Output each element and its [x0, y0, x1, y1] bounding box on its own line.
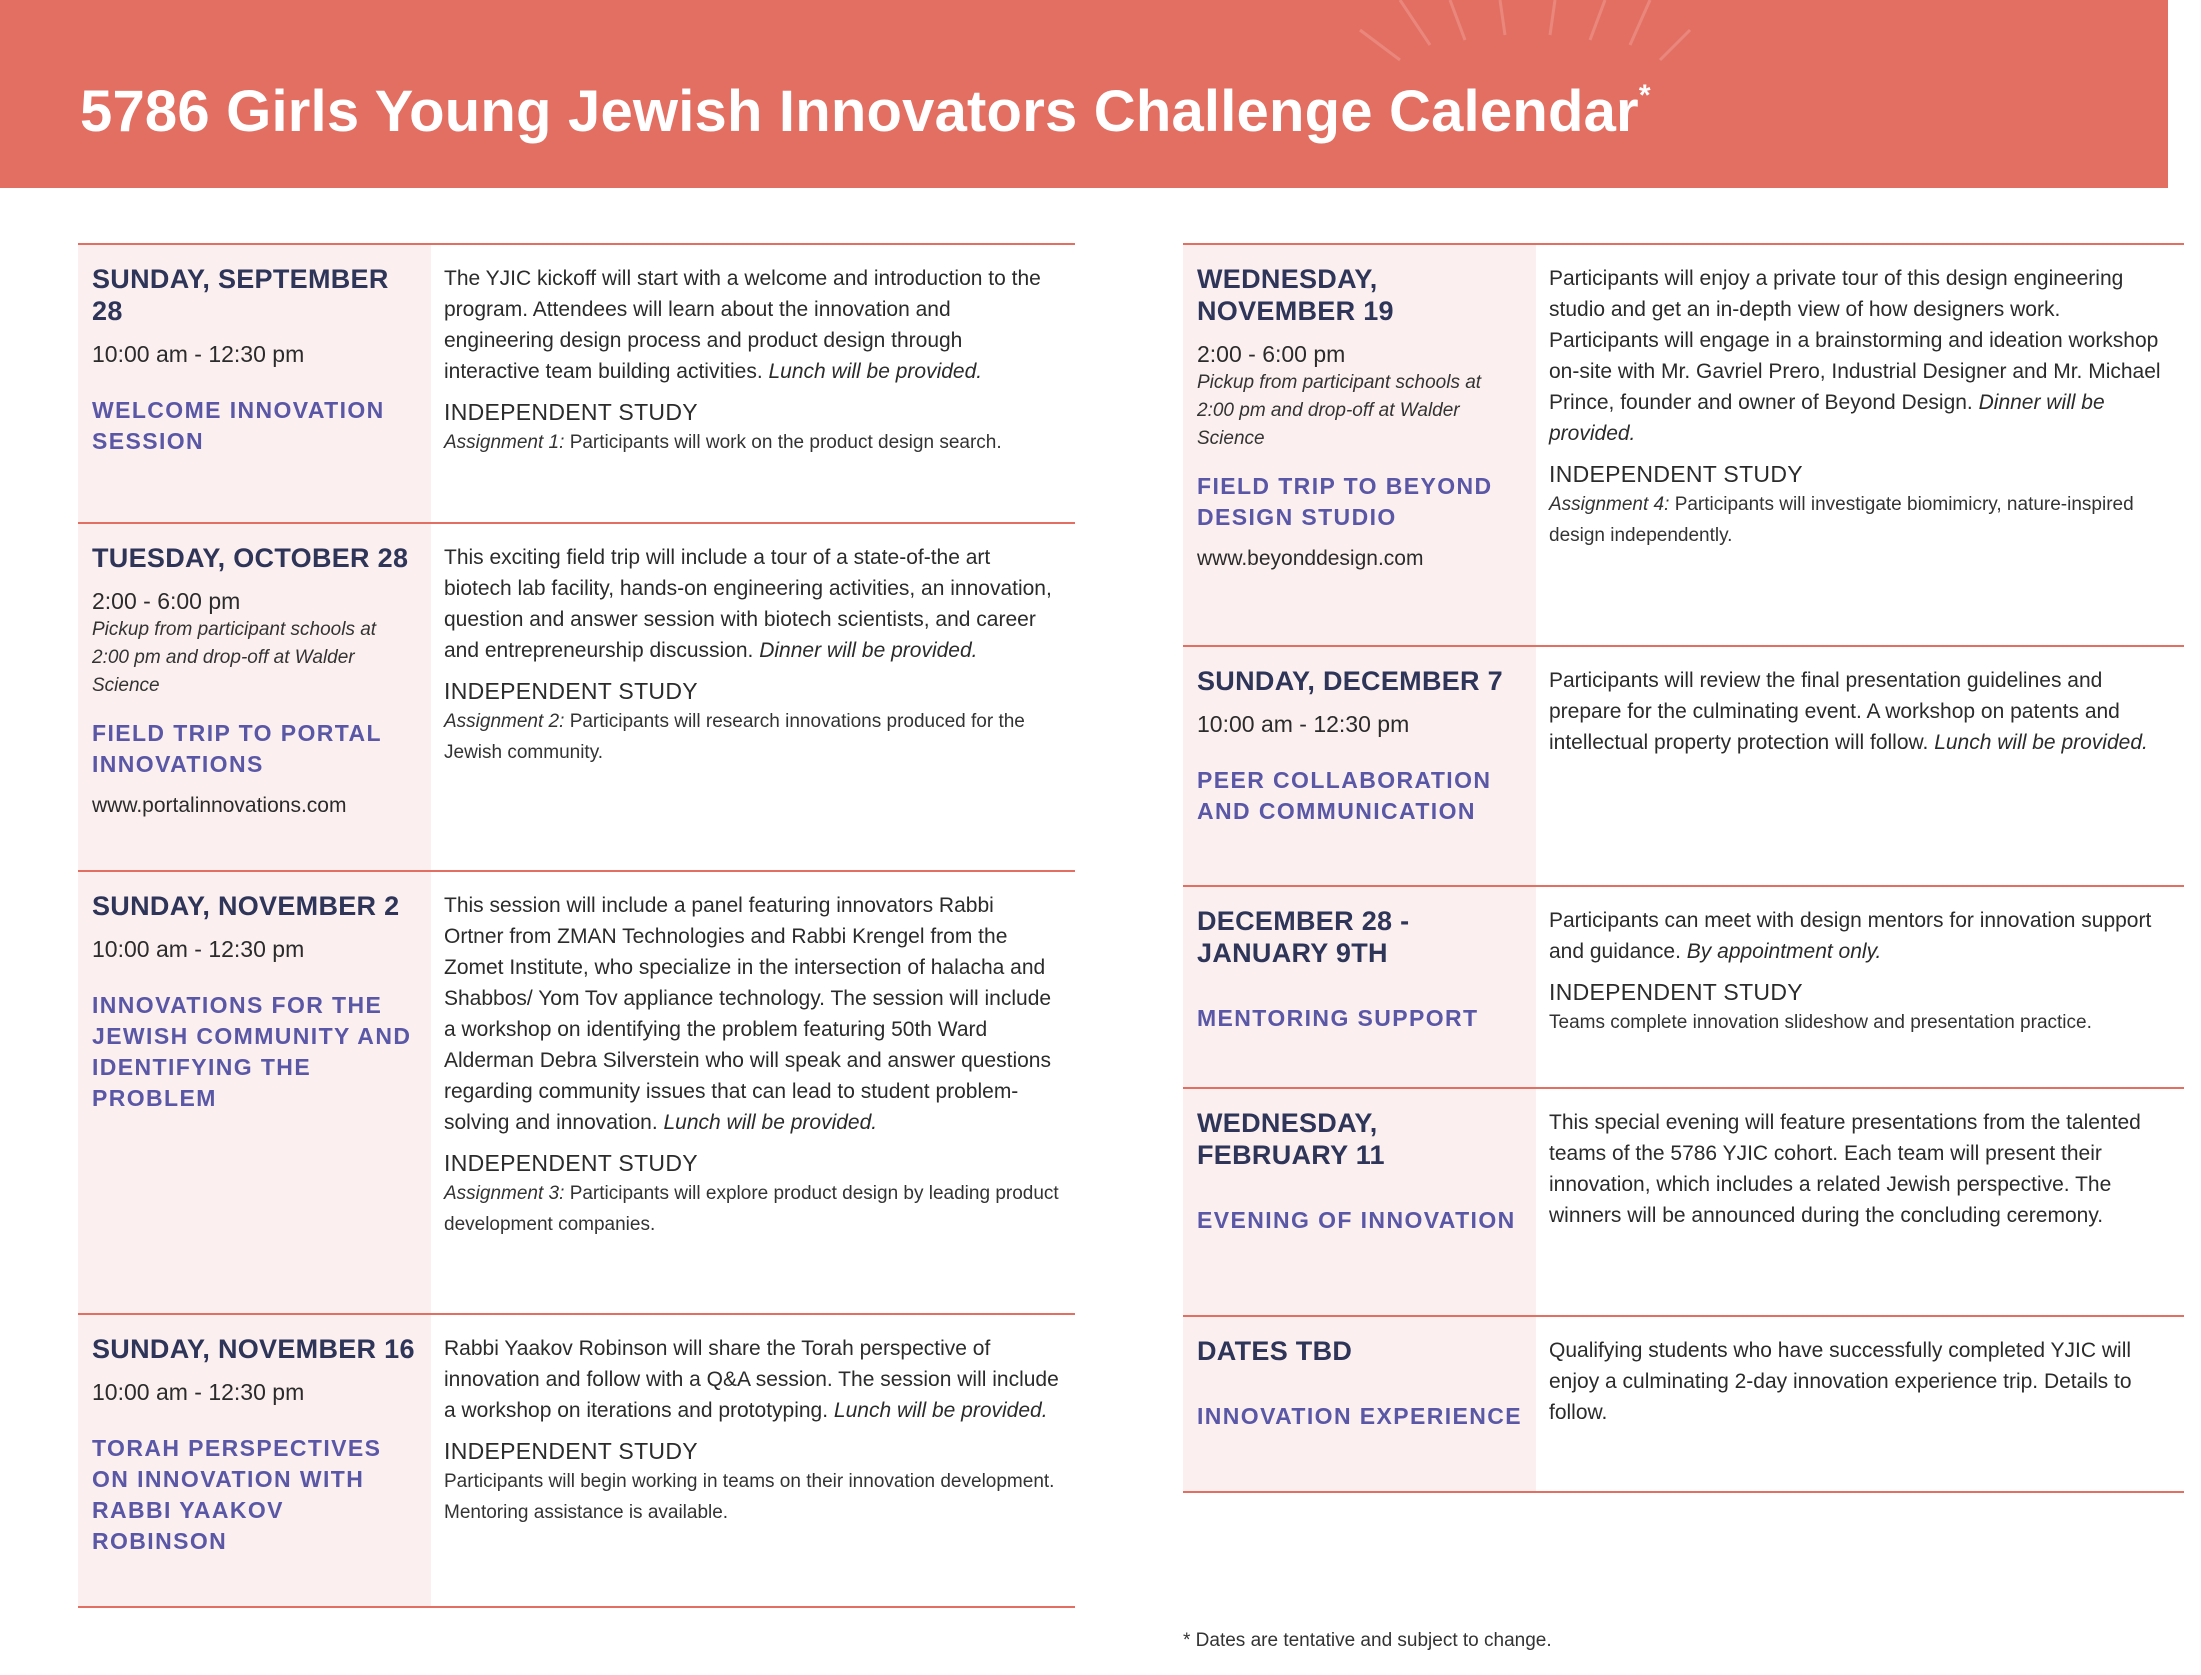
- independent-study-heading: INDEPENDENT STUDY: [1549, 461, 1803, 487]
- event-details-cell: [1536, 647, 2184, 885]
- independent-study-text: Participants will begin working in teams on their innovation development. Mentoring assistance is available.: [444, 1471, 1055, 1523]
- event-title: INNOVATION EXPERIENCE: [1197, 1403, 1523, 1429]
- footnote: * Dates are tentative and subject to change.: [1183, 1630, 1552, 1651]
- event-description: The YJIC kickoff will start with a welcome and introduction to the program. Attendees will learn about the innovation and engineering design process and product design through interactive team building activities. Lunch will be provided.: [444, 267, 1041, 383]
- event-time: 10:00 am - 12:30 pm: [1197, 711, 1410, 737]
- event-row: [1183, 243, 2184, 647]
- event-description: Participants will enjoy a private tour of this design engineering studio and get an in-depth view of how designers work. Participants will engage in a brainstorming and ideation workshop on-site with Mr. Gavriel Prero, Industrial Designer and Mr. Michael Prince, founder and owner of Beyond Design. Dinner will be provided.: [1549, 267, 2161, 445]
- independent-study-heading: INDEPENDENT STUDY: [444, 678, 698, 704]
- page-title: 5786 Girls Young Jewish Innovators Challenge Calendar*: [80, 78, 1651, 144]
- event-time: 10:00 am - 12:30 pm: [92, 936, 305, 962]
- pickup-note: Pickup from participant schools at 2:00 pm and drop-off at Walder Science: [1197, 372, 1482, 449]
- event-time: 10:00 am - 12:30 pm: [92, 1379, 305, 1405]
- event-date: WEDNESDAY, NOVEMBER 19: [1197, 264, 1394, 326]
- event-title: INNOVATIONS FOR THE JEWISH COMMUNITY AND IDENTIFYING THE PROBLEM: [92, 992, 412, 1111]
- event-date-cell: [1183, 1089, 1536, 1315]
- event-row: [1183, 1089, 2184, 1317]
- event-title: FIELD TRIP TO BEYOND DESIGN STUDIO: [1197, 473, 1493, 530]
- event-description: This special evening will feature presentations from the talented teams of the 5786 YJIC cohort. Each team will present their innovation, which includes a related Jewish perspective. The winners will be announced during the concluding ceremony.: [1549, 1111, 2141, 1227]
- pickup-note: Pickup from participant schools at 2:00 pm and drop-off at Walder Science: [92, 619, 377, 696]
- title-asterisk: *: [1638, 78, 1651, 112]
- event-description: Rabbi Yaakov Robinson will share the Torah perspective of innovation and follow with a Q&A session. The session will include a workshop on iterations and prototyping. Lunch will be provided.: [444, 1337, 1059, 1422]
- event-title: EVENING OF INNOVATION: [1197, 1207, 1516, 1233]
- event-date: DECEMBER 28 - JANUARY 9TH: [1197, 906, 1410, 968]
- event-date-cell: [1183, 887, 1536, 1087]
- event-title: WELCOME INNOVATION SESSION: [92, 397, 385, 454]
- event-date: SUNDAY, NOVEMBER 2: [92, 891, 400, 921]
- event-time: 10:00 am - 12:30 pm: [92, 341, 305, 367]
- event-date-cell: [1183, 1317, 1536, 1491]
- event-date-cell: [78, 524, 431, 870]
- independent-study-heading: INDEPENDENT STUDY: [1549, 979, 1803, 1005]
- event-website: www.beyonddesign.com: [1197, 547, 1424, 570]
- event-details-cell: [431, 524, 1075, 870]
- event-date-cell: [78, 872, 431, 1313]
- event-date-cell: [1183, 647, 1536, 885]
- independent-study-text: Assignment 1: Participants will work on the product design search.: [444, 432, 1002, 453]
- event-row: [78, 243, 1075, 524]
- event-date: SUNDAY, NOVEMBER 16: [92, 1334, 415, 1364]
- event-row: [78, 1315, 1075, 1608]
- event-details-cell: [1536, 245, 2184, 645]
- event-time: 2:00 - 6:00 pm: [1197, 341, 1346, 367]
- event-description: Qualifying students who have successfully completed YJIC will enjoy a culminating 2-day innovation experience trip. Details to follow.: [1549, 1339, 2132, 1424]
- event-description: This exciting field trip will include a tour of a state-of-the art biotech lab facility, hands-on engineering activities, an innovation, question and answer session with biotech scientists, and career and entrepreneurship discussion. Dinner will be provided.: [444, 546, 1052, 662]
- event-details-cell: [431, 245, 1075, 522]
- independent-study-text: Assignment 2: Participants will research innovations produced for the Jewish community.: [444, 711, 1025, 763]
- event-description: This session will include a panel featuring innovators Rabbi Ortner from ZMAN Technologies and Rabbi Krengel from the Zomet Institute, who specialize in the intersection of halacha and Shabbos/ Yom Tov appliance technology. The session will include a workshop on identifying the problem featuring 50th Ward Alderman Debra Silverstein who will speak and answer questions regarding community issues that can lead to student problem-solving and innovation. Lunch will be provided.: [444, 894, 1052, 1134]
- event-row: [1183, 887, 2184, 1089]
- event-row: [1183, 647, 2184, 887]
- event-title: FIELD TRIP TO PORTAL INNOVATIONS: [92, 720, 382, 777]
- event-details-cell: [431, 1315, 1075, 1606]
- independent-study-heading: INDEPENDENT STUDY: [444, 399, 698, 425]
- event-details-cell: [1536, 1089, 2184, 1315]
- event-website: www.portalinnovations.com: [92, 794, 347, 817]
- event-date: SUNDAY, SEPTEMBER 28: [92, 264, 389, 326]
- event-date: SUNDAY, DECEMBER 7: [1197, 666, 1503, 696]
- left-column: [78, 243, 1075, 1608]
- event-description: Participants will review the final presentation guidelines and prepare for the culminating event. A workshop on patents and intellectual property protection will follow. Lunch will be provided.: [1549, 669, 2148, 754]
- event-row: [1183, 1317, 2184, 1493]
- event-details-cell: [1536, 887, 2184, 1087]
- event-date: DATES TBD: [1197, 1336, 1353, 1366]
- event-date-cell: [1183, 245, 1536, 645]
- event-description: Participants can meet with design mentors for innovation support and guidance. By appointment only.: [1549, 909, 2152, 963]
- independent-study-text: Assignment 4: Participants will investigate biomimicry, nature-inspired design independently.: [1549, 494, 2134, 546]
- event-title: PEER COLLABORATION AND COMMUNICATION: [1197, 767, 1492, 824]
- event-date-cell: [78, 245, 431, 522]
- event-row: [78, 872, 1075, 1315]
- event-date: WEDNESDAY, FEBRUARY 11: [1197, 1108, 1385, 1170]
- event-title: MENTORING SUPPORT: [1197, 1005, 1479, 1031]
- event-time: 2:00 - 6:00 pm: [92, 588, 241, 614]
- event-date: TUESDAY, OCTOBER 28: [92, 543, 409, 573]
- event-details-cell: [1536, 1317, 2184, 1491]
- independent-study-heading: INDEPENDENT STUDY: [444, 1150, 698, 1176]
- independent-study-text: Assignment 3: Participants will explore product design by leading product development companies.: [444, 1183, 1059, 1235]
- event-date-cell: [78, 1315, 431, 1606]
- event-row: [78, 524, 1075, 872]
- independent-study-text: Teams complete innovation slideshow and presentation practice.: [1549, 1012, 2092, 1033]
- right-column: [1183, 243, 2184, 1493]
- independent-study-heading: INDEPENDENT STUDY: [444, 1438, 698, 1464]
- page-header: [0, 0, 2168, 188]
- event-details-cell: [431, 872, 1075, 1313]
- event-title: TORAH PERSPECTIVES ON INNOVATION WITH RABBI YAAKOV ROBINSON: [92, 1435, 382, 1554]
